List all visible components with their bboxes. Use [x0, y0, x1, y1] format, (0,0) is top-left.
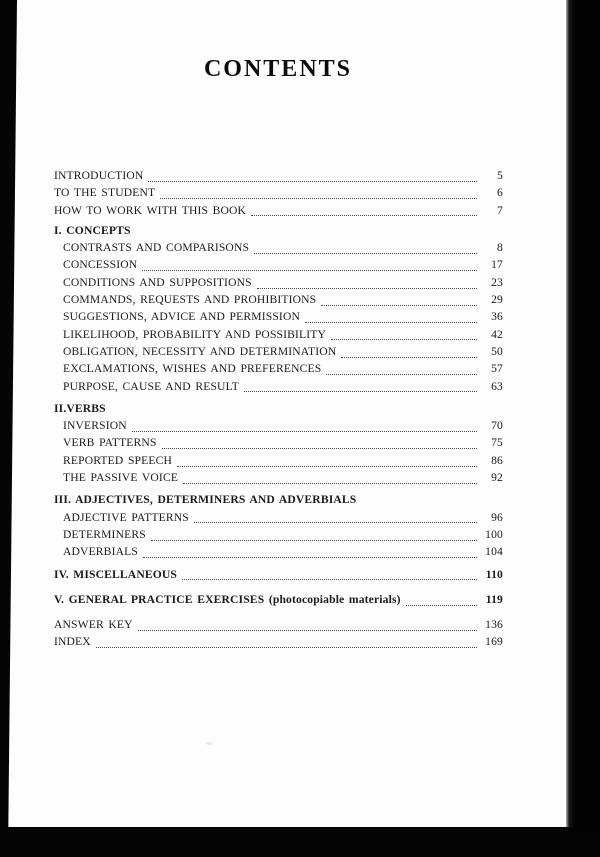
- dot-leader: [194, 522, 477, 523]
- page-title: CONTENTS: [203, 56, 353, 82]
- page-number: 23: [491, 275, 503, 289]
- toc-entry: [54, 360, 503, 377]
- toc-entry-label: I. CONCEPTS: [54, 223, 131, 237]
- page-number: 136: [485, 618, 503, 632]
- page-number: 104: [485, 545, 503, 559]
- toc-entry: [54, 167, 503, 184]
- toc-entry: [54, 543, 503, 560]
- toc-entry-label: IV. MISCELLANEOUS: [54, 567, 178, 581]
- page-number: 8: [497, 241, 503, 255]
- scan-edge-bottom: [0, 827, 600, 857]
- page-number: 6: [497, 186, 503, 200]
- page-number: 169: [485, 635, 503, 649]
- page-number: 63: [491, 379, 503, 393]
- dot-leader: [251, 215, 477, 216]
- toc-entry-label: III. ADJECTIVES, DETERMINERS AND ADVERBIALS: [54, 493, 357, 507]
- toc-entry-label: HOW TO WORK WITH THIS BOOK: [54, 203, 247, 217]
- dot-leader: [151, 540, 477, 541]
- page-number: 42: [491, 327, 503, 341]
- page-number: 92: [491, 471, 503, 485]
- toc-section-heading: [54, 566, 503, 583]
- dot-leader: [341, 357, 477, 358]
- toc-entry-label: COMMANDS, REQUESTS AND PROHIBITIONS: [63, 293, 317, 307]
- toc-entry: [54, 308, 503, 325]
- page-number: 75: [491, 436, 503, 450]
- toc-section-heading: [54, 491, 503, 508]
- page-number: 17: [491, 258, 503, 272]
- page-number: 86: [491, 453, 503, 467]
- toc-entry-label: TO THE STUDENT: [54, 186, 156, 200]
- toc-entry-label: OBLIGATION, NECESSITY AND DETERMINATION: [63, 344, 337, 358]
- toc-entry-label: THE PASSIVE VOICE: [63, 471, 179, 485]
- dot-leader: [138, 630, 477, 631]
- toc-entry: [54, 417, 503, 434]
- dot-leader: [182, 579, 477, 580]
- dot-leader: [162, 448, 477, 449]
- dot-leader: [148, 181, 477, 182]
- toc-entry-label: INVERSION: [63, 419, 127, 433]
- dot-leader: [177, 466, 477, 467]
- toc-entry-label: INDEX: [54, 635, 91, 649]
- toc-entry: [54, 202, 503, 219]
- dot-leader: [143, 557, 477, 558]
- toc-entry: [54, 343, 503, 360]
- page-number: 36: [491, 310, 503, 324]
- toc-section-heading: [54, 591, 503, 608]
- toc-entry-label: EXCLAMATIONS, WISHES AND PREFERENCES: [63, 362, 322, 376]
- toc-entry-label: ADVERBIALS: [63, 545, 138, 559]
- toc-entry-label: CONDITIONS AND SUPPOSITIONS: [63, 275, 252, 289]
- page-number: 50: [491, 344, 503, 358]
- toc-entry: [54, 184, 503, 201]
- toc-entry-label: V. GENERAL PRACTICE EXERCISES (photocopiable materials): [54, 592, 401, 606]
- page-number: 96: [491, 510, 503, 524]
- dot-leader: [244, 391, 477, 392]
- dot-leader: [96, 647, 477, 648]
- dot-leader: [305, 322, 477, 323]
- page-number: 110: [485, 567, 503, 581]
- toc-entry: [54, 291, 503, 308]
- dot-leader: [132, 431, 477, 432]
- toc-entry: [54, 469, 503, 486]
- toc-entry: [54, 326, 503, 343]
- dot-leader: [183, 483, 477, 484]
- dot-leader: [326, 374, 477, 375]
- dot-leader: [254, 253, 477, 254]
- toc-section-heading: [54, 400, 503, 417]
- dot-leader: [331, 339, 477, 340]
- toc-entry-label: PURPOSE, CAUSE AND RESULT: [63, 379, 239, 393]
- toc-entry: [54, 274, 503, 291]
- toc-entry: [54, 616, 503, 633]
- toc-entry-label: CONCESSION: [63, 258, 138, 272]
- toc-entry-label: INTRODUCTION: [54, 169, 144, 182]
- toc-entry-label: VERB PATTERNS: [63, 436, 157, 450]
- dot-leader: [406, 605, 477, 606]
- toc-entry: [54, 509, 503, 526]
- dot-leader: [142, 270, 477, 271]
- toc-entry-label: II.VERBS: [54, 401, 106, 415]
- toc-entry: [54, 256, 503, 273]
- scan-edge-right: [566, 0, 600, 857]
- page-number: 119: [485, 592, 503, 606]
- toc-entry-label: DETERMINERS: [63, 527, 146, 541]
- page-number: 29: [491, 293, 503, 307]
- toc-entry: [54, 452, 503, 469]
- toc-entry: [54, 378, 503, 395]
- toc-entry-label: ANSWER KEY: [54, 618, 133, 632]
- toc-entry: [54, 239, 503, 256]
- toc-entry-label: CONTRASTS AND COMPARISONS: [63, 241, 250, 255]
- toc-entry: [54, 434, 503, 451]
- toc-entry: [54, 526, 503, 543]
- toc-section-heading: [54, 222, 503, 239]
- table-of-contents: [54, 167, 503, 651]
- scan-artifact-speck: [206, 742, 213, 745]
- dot-leader: [257, 288, 477, 289]
- page-number: 57: [491, 362, 503, 376]
- page-number: 7: [497, 203, 503, 217]
- dot-leader: [321, 305, 477, 306]
- toc-entry-label: SUGGESTIONS, ADVICE AND PERMISSION: [63, 310, 300, 324]
- page-number: 5: [497, 169, 503, 182]
- dot-leader: [160, 198, 477, 199]
- page-number: 70: [491, 419, 503, 433]
- toc-entry-label: LIKELIHOOD, PROBABILITY AND POSSIBILITY: [63, 327, 327, 341]
- toc-entry: [54, 633, 503, 650]
- page-number: 100: [485, 527, 503, 541]
- toc-entry-label: REPORTED SPEECH: [63, 453, 173, 467]
- scan-edge-left: [0, 0, 18, 857]
- toc-entry-label: ADJECTIVE PATTERNS: [63, 510, 189, 524]
